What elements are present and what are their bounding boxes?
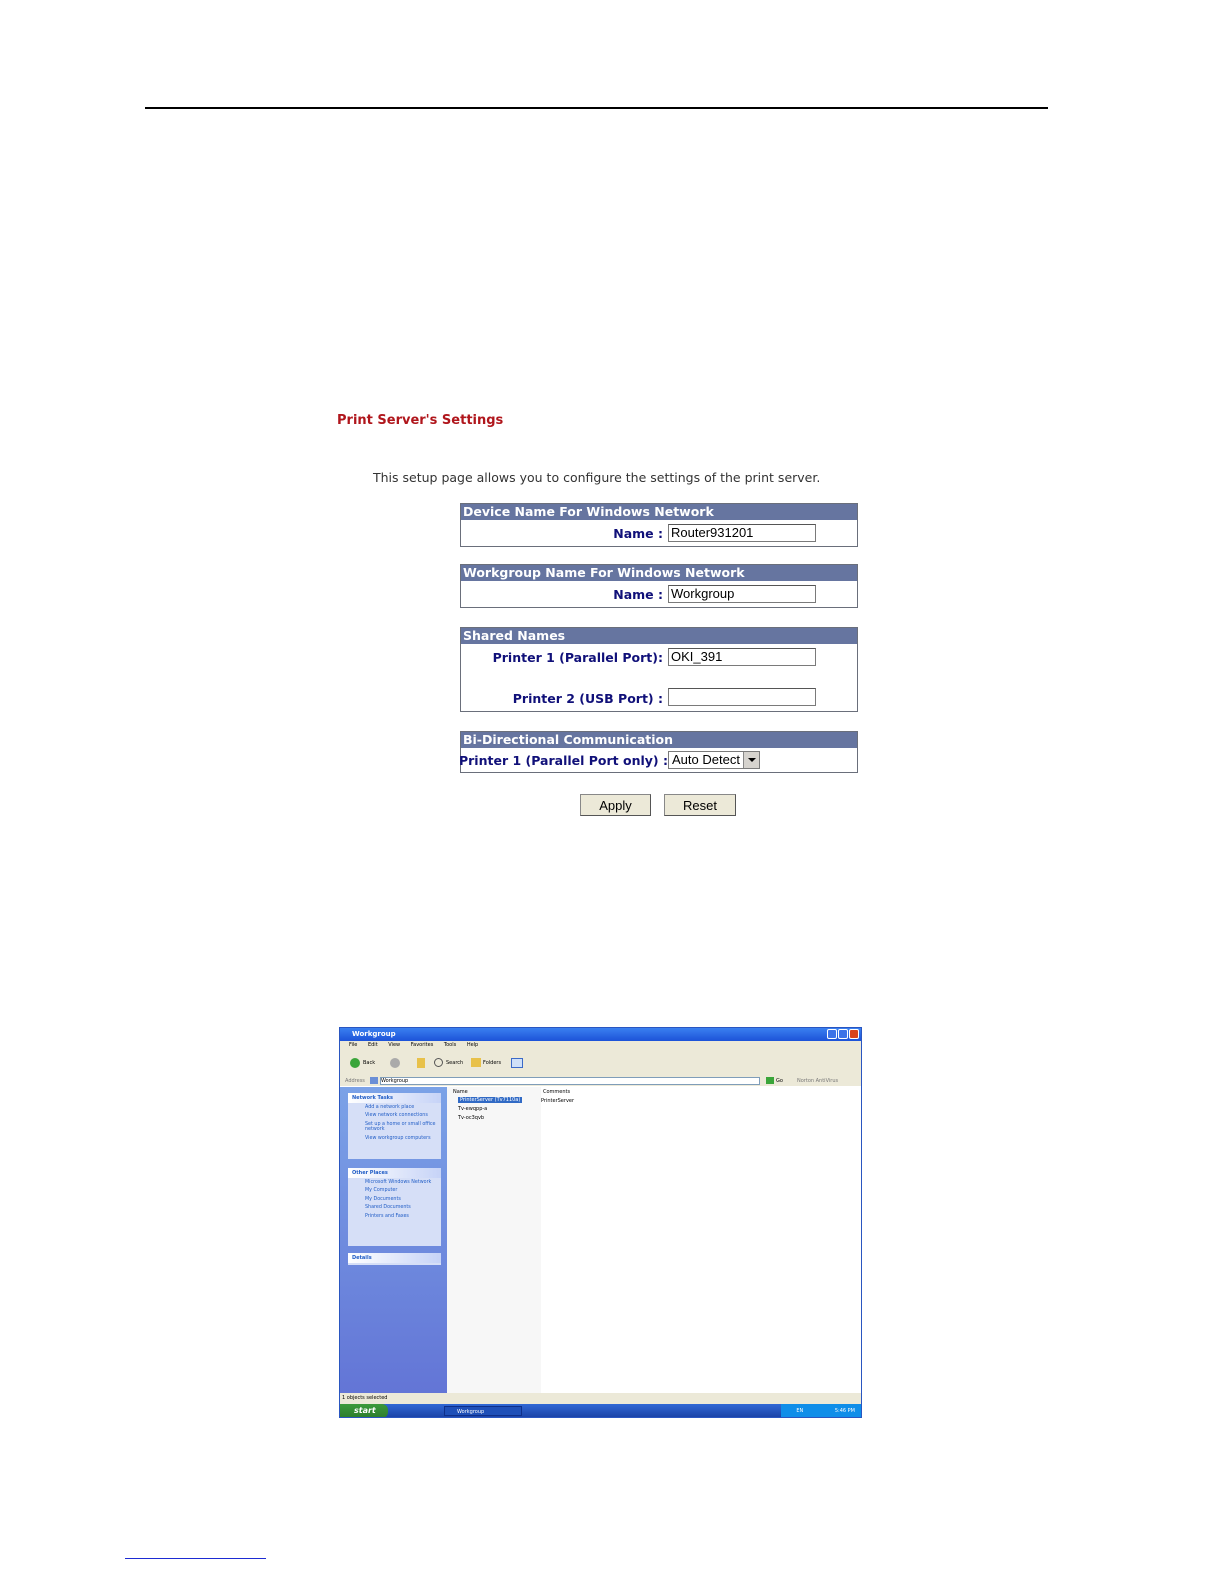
column-header-name[interactable]: Name	[453, 1089, 468, 1095]
task-view-workgroup[interactable]: View workgroup computers	[365, 1135, 431, 1141]
menu-bar	[340, 1041, 861, 1050]
place-my-computer[interactable]: My Computer	[365, 1188, 398, 1193]
bidirectional-panel	[460, 731, 858, 773]
printer1-input[interactable]	[668, 648, 816, 666]
folders-icon[interactable]	[471, 1058, 481, 1067]
chevron-down-icon[interactable]	[743, 752, 759, 768]
search-icon[interactable]	[434, 1058, 443, 1067]
page-title: Print Server's Settings	[337, 413, 504, 428]
column-header-comments[interactable]: Comments	[543, 1089, 571, 1095]
menu-tools[interactable]: Tools	[443, 1042, 457, 1048]
reset-button[interactable]: Reset	[664, 794, 736, 816]
folders-button-label[interactable]: Folders	[483, 1060, 502, 1066]
shared-names-panel	[460, 627, 858, 712]
details-box	[348, 1253, 441, 1265]
norton-label[interactable]: Norton AntiVirus	[797, 1078, 839, 1084]
workgroup-window	[339, 1027, 862, 1418]
views-icon[interactable]	[511, 1058, 523, 1068]
go-arrow-icon[interactable]	[766, 1077, 774, 1084]
address-input[interactable]	[380, 1077, 760, 1085]
printer1-label: Printer 1 (Parallel Port):	[492, 650, 663, 665]
maximize-icon[interactable]	[838, 1029, 848, 1039]
place-my-documents[interactable]: My Documents	[365, 1196, 401, 1202]
place-windows-network[interactable]: Microsoft Windows Network	[365, 1179, 432, 1185]
go-button-label[interactable]: Go	[776, 1078, 783, 1084]
forward-arrow-icon[interactable]	[390, 1058, 400, 1068]
menu-file[interactable]: File	[349, 1042, 358, 1048]
apply-button[interactable]: Apply	[580, 794, 651, 816]
network-icon	[370, 1077, 378, 1084]
list-item-comment: PrinterServer	[541, 1098, 575, 1104]
language-indicator[interactable]: EN	[796, 1408, 804, 1414]
other-places-box	[348, 1168, 441, 1246]
menu-help[interactable]: Help	[466, 1042, 479, 1048]
printer2-input[interactable]	[668, 688, 816, 706]
printer2-label: Printer 2 (USB Port) :	[512, 691, 663, 706]
footer-link-underline	[125, 1558, 266, 1559]
toolbar	[340, 1050, 861, 1077]
taskbar	[340, 1404, 861, 1418]
list-item[interactable]: Tv-ewqpp-a	[458, 1106, 488, 1112]
workgroup-name-header: Workgroup Name For Windows Network	[461, 565, 857, 581]
other-places-header[interactable]: Other Places	[348, 1168, 441, 1178]
back-button-label[interactable]: Back	[363, 1060, 376, 1066]
file-list-comments-column	[541, 1087, 862, 1393]
up-folder-icon[interactable]	[417, 1058, 425, 1068]
clock: 5:46 PM	[834, 1408, 855, 1414]
shared-names-header: Shared Names	[461, 628, 857, 644]
menu-view[interactable]: View	[388, 1042, 401, 1048]
address-label: Address	[345, 1078, 365, 1084]
bidirectional-header: Bi-Directional Communication	[461, 732, 857, 748]
window-title: Workgroup	[352, 1030, 396, 1038]
file-list-name-column	[447, 1087, 541, 1393]
close-icon[interactable]	[849, 1029, 859, 1039]
minimize-icon[interactable]	[827, 1029, 837, 1039]
list-item[interactable]: PrinterServer (Tv7110a)	[460, 1097, 521, 1103]
address-value: Workgroup	[381, 1078, 409, 1084]
task-setup-network[interactable]: Set up a home or small office network	[365, 1121, 436, 1132]
page-description: This setup page allows you to configure the settings of the print server.	[373, 470, 821, 485]
device-name-label: Name :	[613, 526, 663, 541]
details-header[interactable]: Details	[348, 1253, 441, 1263]
task-add-network-place[interactable]: Add a network place	[365, 1104, 415, 1110]
workgroup-name-label: Name :	[613, 587, 663, 602]
system-tray	[781, 1404, 861, 1418]
workgroup-name-input[interactable]	[668, 585, 816, 603]
search-button-label[interactable]: Search	[446, 1060, 464, 1066]
menu-edit[interactable]: Edit	[367, 1042, 378, 1048]
workgroup-name-panel	[460, 564, 858, 608]
device-name-header: Device Name For Windows Network	[461, 504, 857, 520]
place-printers-faxes[interactable]: Printers and Faxes	[365, 1213, 409, 1219]
bidirectional-label: Printer 1 (Parallel Port only) :	[458, 753, 668, 768]
window-titlebar	[340, 1028, 861, 1041]
start-button[interactable]: start	[340, 1404, 388, 1418]
bidirectional-selected-value: Auto Detect	[672, 752, 740, 767]
device-name-panel	[460, 503, 858, 547]
taskbar-workgroup-button[interactable]: Workgroup	[444, 1406, 522, 1416]
address-bar	[340, 1076, 861, 1086]
back-arrow-icon[interactable]	[350, 1058, 360, 1068]
network-tasks-header[interactable]: Network Tasks	[348, 1093, 441, 1103]
device-name-input[interactable]	[668, 524, 816, 542]
task-pane	[340, 1087, 447, 1393]
top-rule	[145, 107, 1048, 109]
menu-favorites[interactable]: Favorites	[410, 1042, 434, 1048]
bidirectional-select[interactable]	[668, 751, 760, 769]
task-view-connections[interactable]: View network connections	[365, 1113, 428, 1118]
list-item[interactable]: Tv-oc3qvb	[458, 1115, 485, 1121]
status-bar: 1 objects selected	[340, 1393, 862, 1404]
network-tasks-box	[348, 1093, 441, 1159]
place-shared-documents[interactable]: Shared Documents	[365, 1205, 411, 1210]
